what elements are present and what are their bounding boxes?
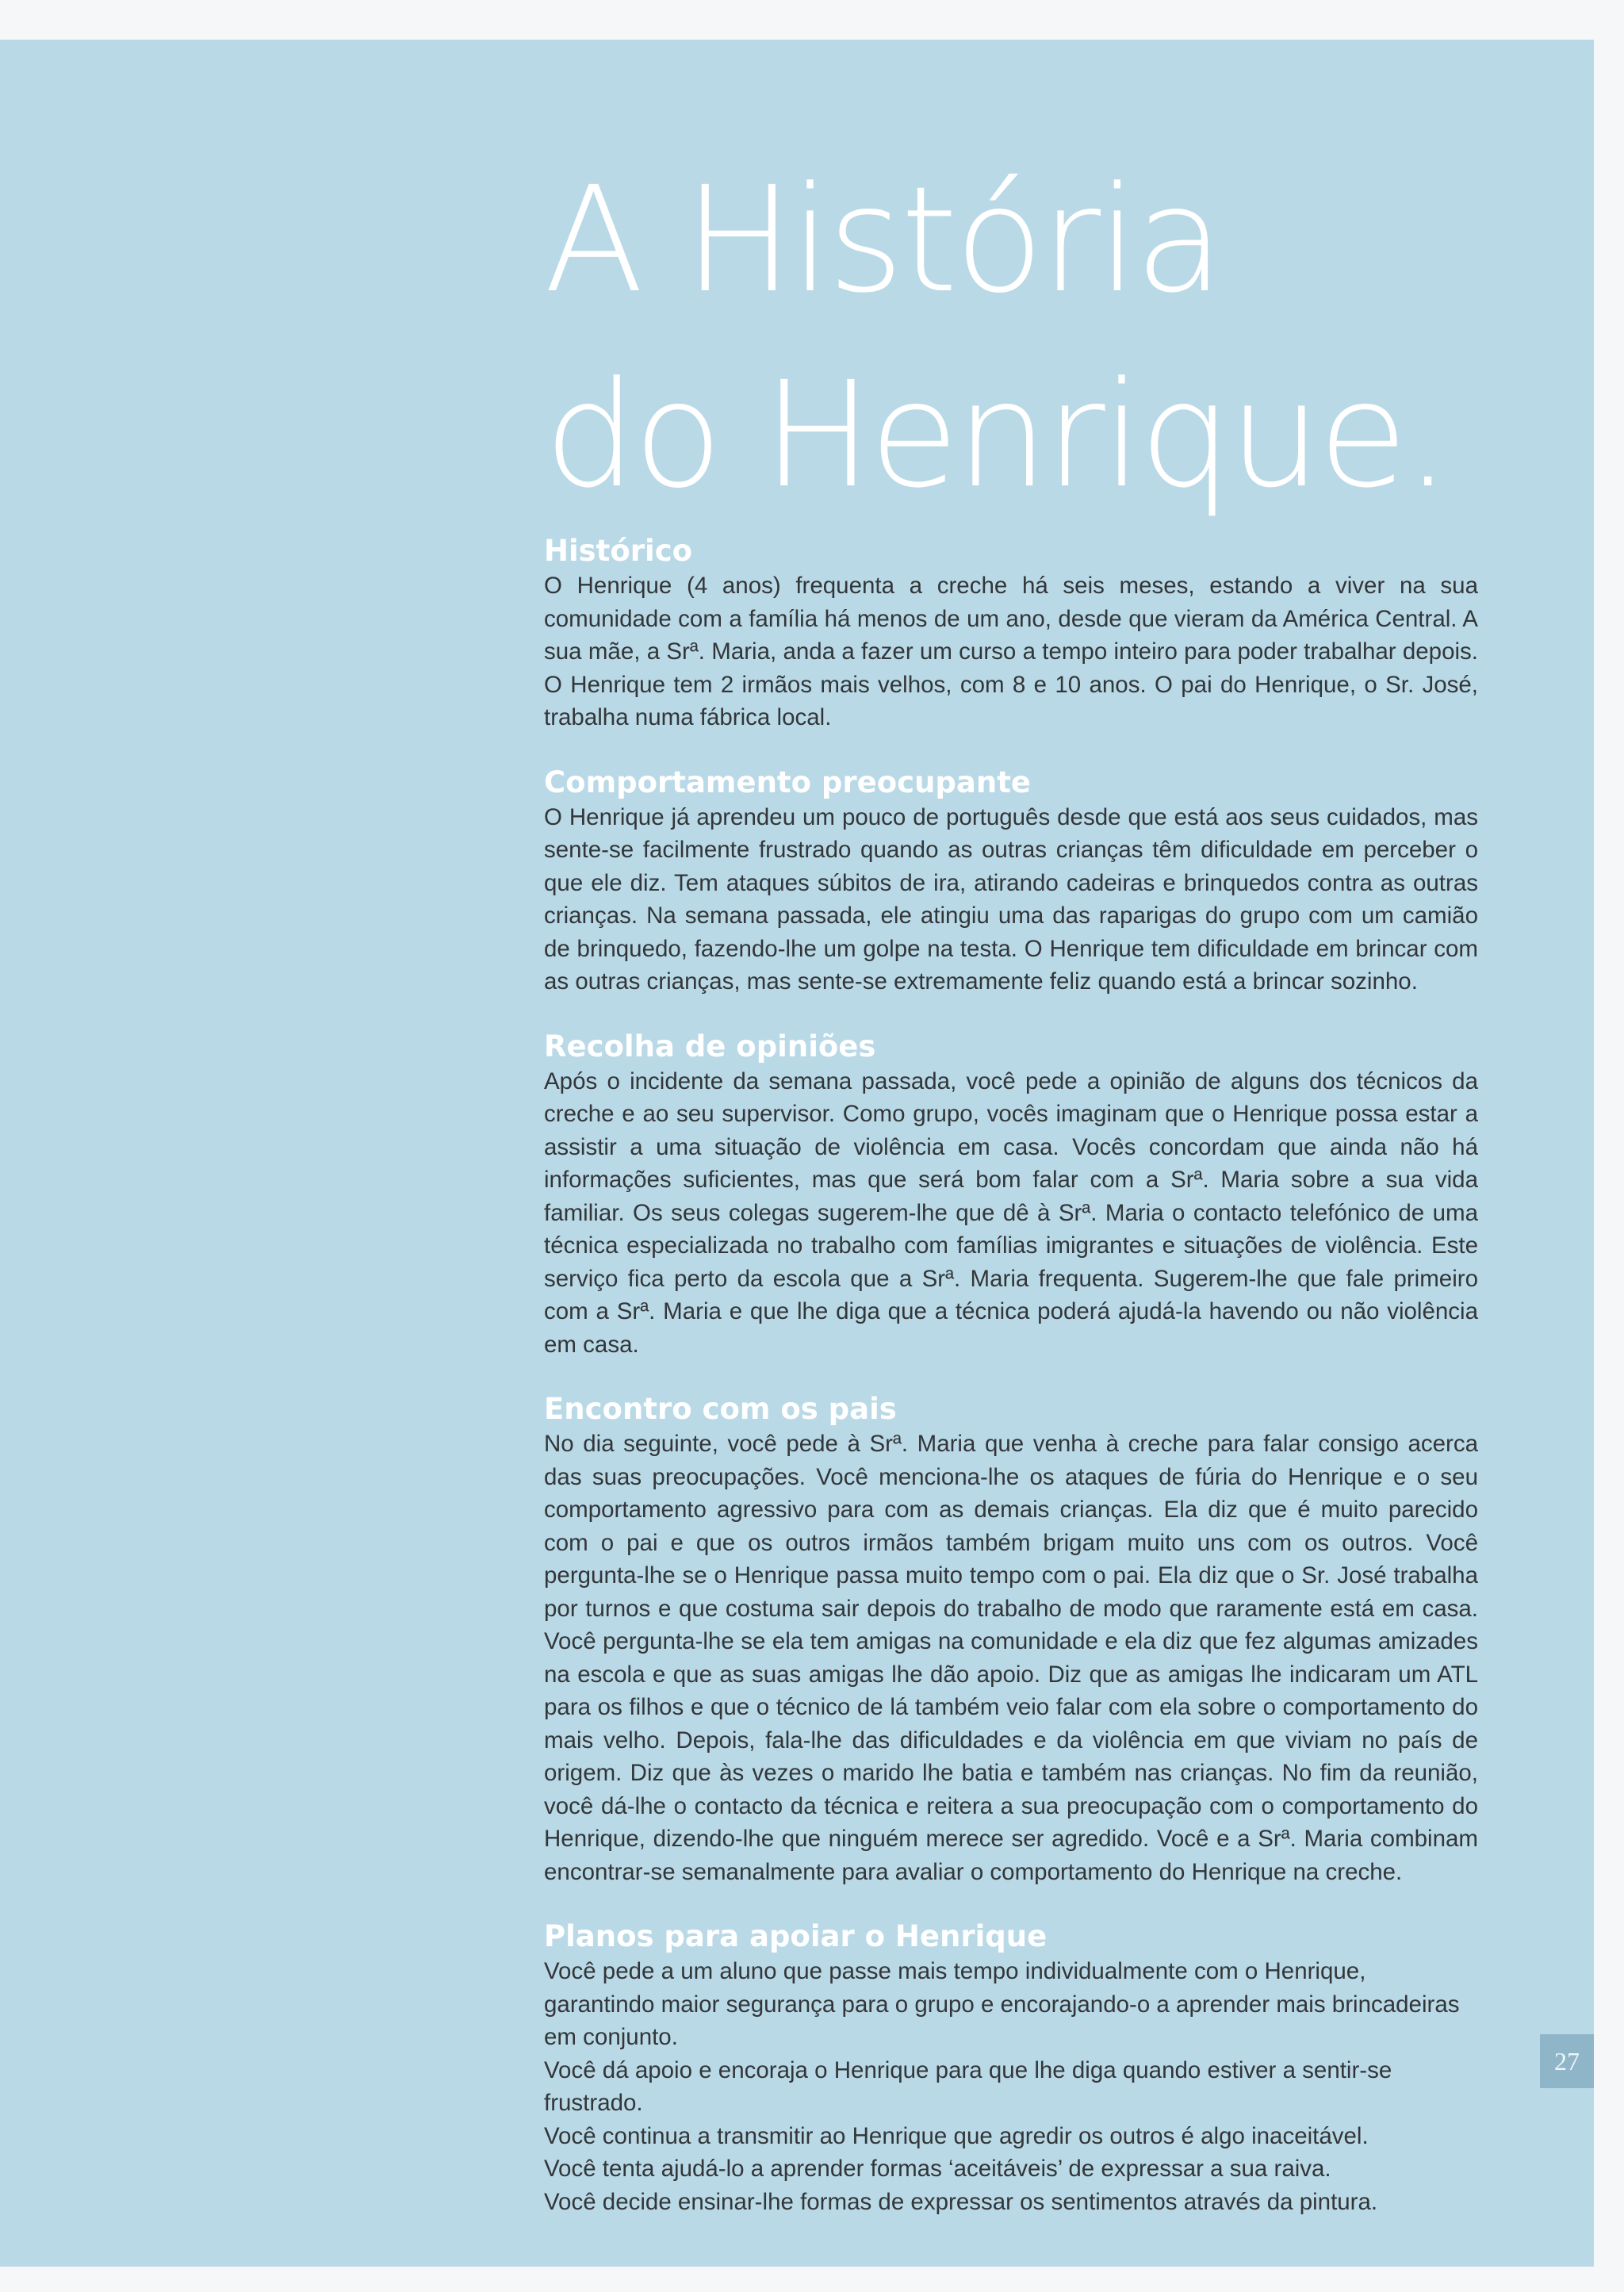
section-paragraph: Após o incidente da semana passada, você pede a opinião de alguns dos técnicos da creche e ao seu supervisor. Como grupo, vocês imaginam que o Henrique possa estar a assistir a uma situação de violência em casa. Vocês concordam que ainda não há informações suficientes, mas que será bom falar com a Srª. Maria sobre a sua vida familiar. Os seus colegas sugerem-lhe que dê à Srª. Maria o contacto telefónico de uma técnica especializada no trabalho com famílias imigrantes e situações de violência. Este serviço fica perto da escola que a Srª. Maria frequenta. Sugerem-lhe que fale primeiro com a Srª. Maria e que lhe diga que a técnica poderá ajudá-la havendo ou não violência em casa. [544,1067,1478,1358]
plan-item: Você dá apoio e encoraja o Henrique para que lhe diga quando estiver a sentir-se frustrado. [544,2056,1392,2116]
article-body [544,533,1478,2248]
page-title [544,143,1448,533]
title-line-1: A História [544,155,1221,325]
plan-item: Você pede a um aluno que passe mais tempo individualmente com o Henrique, garantindo maior segurança para o grupo e encorajando-o a aprender mais brincadeiras em conjunto. [544,1958,1460,2050]
page-number-badge: 27 [1540,2034,1594,2088]
section-heading: Histórico [544,534,693,568]
plan-item: Você decide ensinar-lhe formas de expressar os sentimentos através da pintura. [544,2188,1378,2215]
section-heading: Encontro com os pais [544,1392,897,1426]
section-historico [544,533,1478,734]
page-background-panel [0,40,1594,2267]
section-comportamento-preocupante [544,765,1478,998]
section-planos-para-apoiar [544,1918,1478,2218]
section-paragraph: No dia seguinte, você pede à Srª. Maria que venha à creche para falar consigo acerca das suas preocupações. Você menciona-lhe os ataques de fúria do Henrique e o seu comportamento agressivo para com as demais crianças. Ela diz que é muito parecido com o pai e que os outros irmãos também brigam muito uns com os outros. Você pergunta-lhe se o Henrique passa muito tempo com o pai. Ela diz que o Sr. José trabalha por turnos e que costuma sair depois do trabalho de modo que raramente está em casa. Você pergunta-lhe se ela tem amigas na comunidade e ela diz que fez algumas amizades na escola e que as suas amigas lhe dão apoio. Diz que as amigas lhe indicaram um ATL para os filhos e que o técnico de lá também veio falar com ela sobre o comportamento do mais velho. Depois, fala-lhe das dificuldades e da violência em que viviam no país de origem. Diz que às vezes o marido lhe batia e também nas crianças. No fim da reunião, você dá-lhe o contacto da técnica e reitera a sua preocupação com o comportamento do Henrique, dizendo-lhe que ninguém merece ser agredido. Você e a Srª. Maria combinam encontrar-se semanalmente para avaliar o comportamento do Henrique na creche. [544,1431,1478,1885]
section-paragraph: O Henrique (4 anos) frequenta a creche há seis meses, estando a viver na sua comunidade com a família há menos de um ano, desde que vieram da América Central. A sua mãe, a Srª. Maria, anda a fazer um curso a tempo inteiro para poder trabalhar depois. O Henrique tem 2 irmãos mais velhos, com 8 e 10 anos. O pai do Henrique, o Sr. José, trabalha numa fábrica local. [544,573,1478,730]
title-line-2: do Henrique. [544,351,1448,520]
section-heading: Recolha de opiniões [544,1029,876,1064]
section-encontro-com-os-pais [544,1391,1478,1888]
plan-item: Você tenta ajudá-lo a aprender formas ‘aceitáveis’ de expressar a sua raiva. [544,2156,1331,2182]
plan-item: Você continua a transmitir ao Henrique que agredir os outros é algo inaceitável. [544,2122,1369,2149]
section-paragraph: O Henrique já aprendeu um pouco de português desde que está aos seus cuidados, mas sente-se facilmente frustrado quando as outras crianças têm dificuldade em perceber o que ele diz. Tem ataques súbitos de ira, atirando cadeiras e brinquedos contra as outras crianças. Na semana passada, ele atingiu uma das raparigas do grupo com um camião de brinquedo, fazendo-lhe um golpe na testa. O Henrique tem dificuldade em brincar com as outras crianças, mas sente-se extremamente feliz quando está a brincar sozinho. [544,803,1478,995]
section-recolha-de-opinioes [544,1029,1478,1362]
section-heading: Comportamento preocupante [544,765,1032,799]
section-heading: Planos para apoiar o Henrique [544,1919,1048,1953]
